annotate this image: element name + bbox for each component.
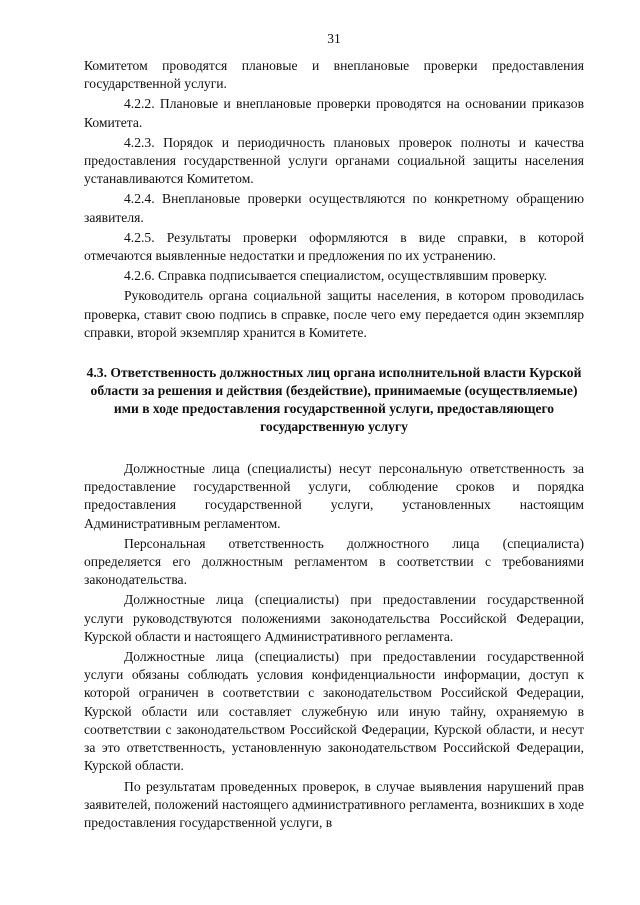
page-number: 31 [327,31,341,46]
paragraph: Должностные лица (специалисты) несут персональную ответственность за предоставление государственной услуги, соблюдение сроков и порядка предоставления государственной услуги, установленных настоящим Административным регламентом. [84,461,584,531]
paragraph: По результатам проведенных проверок, в случае выявления нарушений прав заявителей, положений настоящего административного регламента, возникших в ходе предоставления государственной услуги, в [84,778,584,830]
paragraph: Должностные лица (специалисты) при предоставлении государственной услуги руководствуются положениями законодательства Российской Федерации, Курской области и настоящего Административного регламента. [84,592,584,644]
paragraph: 4.2.5. Результаты проверки оформляются в виде справки, в которой отмечаются выявленные недостатки и предложения по их устранению. [84,229,584,264]
paragraphs-top [84,57,584,342]
section-heading: 4.3. Ответственность должностных лиц органа исполнительной власти Курской области за решения и действия (бездействие), принимаемые (осуществляемые) ими в ходе предоставления государственной услуги, предоставляющего государственную услугу [86,365,582,435]
paragraphs-bottom [84,460,584,832]
paragraph: 4.2.4. Внеплановые проверки осуществляются по конкретному обращению заявителя. [84,191,584,225]
paragraph: Персональная ответственность должностного лица (специалиста) определяется его должностным регламентом в соответствии с требованиями законодательства. [84,535,584,588]
paragraph: 4.2.2. Плановые и внеплановые проверки проводятся на основании приказов Комитета. [84,96,584,130]
paragraph: Комитетом проводятся плановые и внеплановые проверки предоставления государственной услуги. [84,58,584,92]
paragraph: 4.2.3. Порядок и периодичность плановых проверок полноты и качества предоставления государственной услуги органами социальной защиты населения устанавливаются Комитетом. [84,134,584,187]
paragraph: Должностные лица (специалисты) при предоставлении государственной услуги обязаны соблюдать условия конфиденциальности информации, доступ к которой ограничен в соответствии с законодательством Российской Федерации, Курской области или составляет служебную или иную тайну, охраняемую в соответствии с законодательством Российской Федерации, Курской области, и несут за это ответственность, установленную законодательством Российской Федерации, Курской области. [84,649,584,774]
paragraph: Руководитель органа социальной защиты населения, в котором проводилась проверка, ставит свою подпись в справке, после чего ему передается один экземпляр справки, второй экземпляр хранится в Комитете. [84,288,584,340]
paragraph: 4.2.6. Справка подписывается специалистом, осуществлявшим проверку. [124,268,547,284]
